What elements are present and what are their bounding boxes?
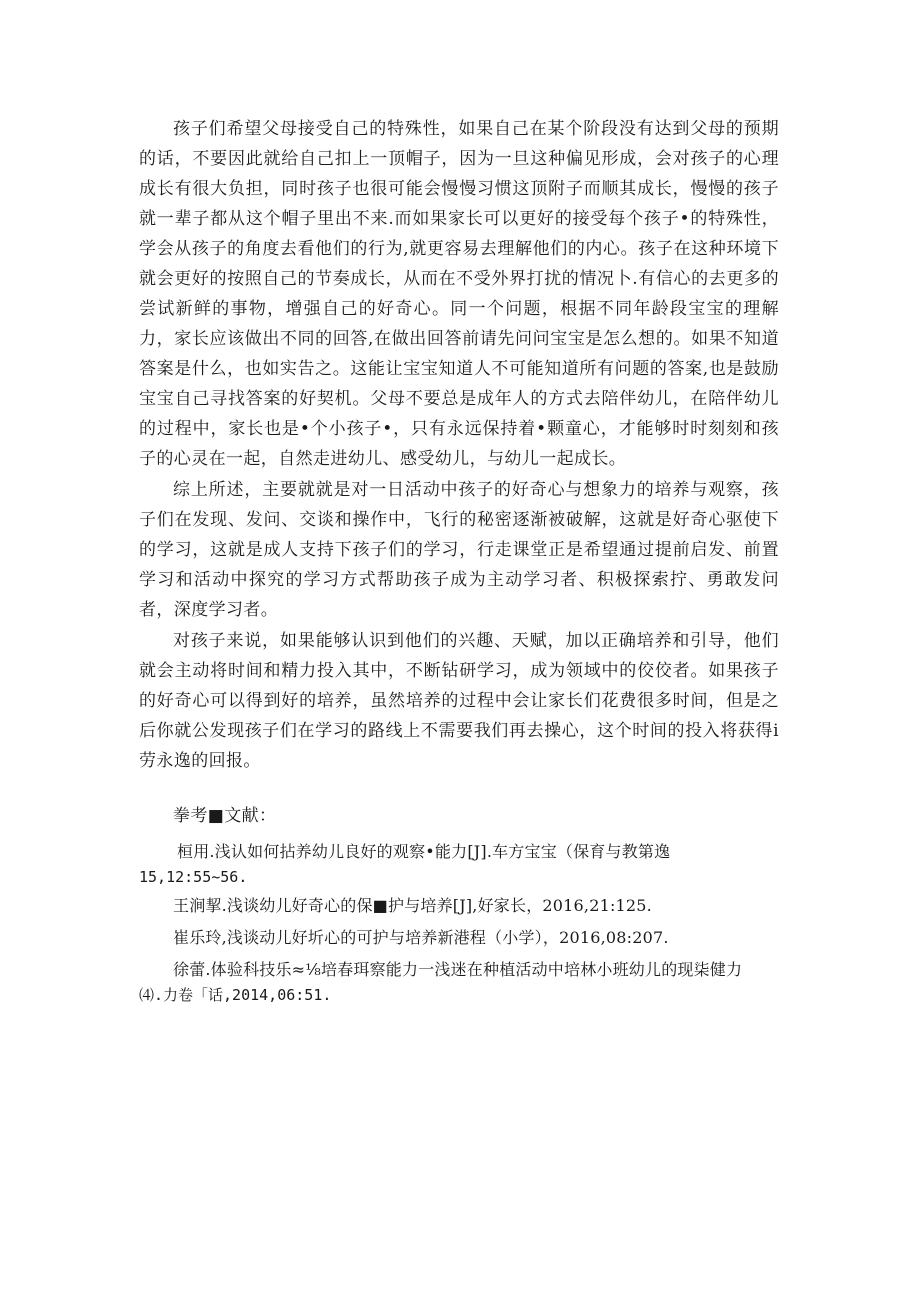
references-heading: 拳考■文献： (173, 806, 277, 826)
reference-text: 徐蕾.体验科技乐≈⅛培春珥察能力一浅迷在种植活动中培林小班幼儿的现柒健力 (173, 960, 743, 979)
reference-item (139, 892, 789, 920)
reference-text: 桓用.浅认如何拈养幼儿良好的观察•能力[J].车方宝宝（保育与教第逸 (177, 842, 671, 861)
reference-item (139, 956, 789, 1006)
body-text (139, 114, 779, 776)
reference-text: 王涧挈.浅谈幼儿好奇心的保■护与培养[J],好家长，2016,21:125. (173, 896, 652, 915)
paragraph-2: 综上所述，主要就就是对一日活动中孩子的好奇心与想象力的培养与观察，孩子们在发现、发问、交谈和操作中，飞行的秘密逐渐被破解，这就是好奇心驱使下的学习，这就是成人支持下孩子们的学习，行走课堂正是希望通过提前启发、前置学习和活动中探究的学习方式帮助孩子成为主动学习者、积极探索拧、勇敢发问者，深度学习者。 (139, 480, 779, 620)
reference-continuation: ⑷.力卷「话,2014,06:51. (139, 986, 332, 1004)
reference-item (139, 924, 789, 952)
references-list (139, 838, 789, 1010)
reference-item (139, 838, 789, 888)
reference-text: 崔乐玲,浅谈动儿好圻心的可护与培养新港程（小学），2016,08:207. (173, 928, 669, 947)
paragraph-3: 对孩子来说，如果能够认识到他们的兴趣、天赋，加以正确培养和引导，他们就会主动将时间和精力投入其中，不断钻研学习，成为领域中的佼佼者。如果孩子的好奇心可以得到好的培养，虽然培养的过程中会让家长们花费很多时间，但是之后你就公发现孩子们在学习的路线上不需要我们再去操心，这个时间的投入将获得i劳永逸的回报。 (139, 631, 779, 771)
reference-continuation: 15,12:55~56. (139, 868, 248, 886)
paragraph-1: 孩子们希望父母接受自己的特殊性，如果自己在某个阶段没有达到父母的预期的话，不要因此就给自己扣上一顶帽子，因为一旦这种偏见形成，会对孩子的心理成长有很大负担，同时孩子也很可能会慢慢习惯这顶附子而顺其成长，慢慢的孩子就一辈子都从这个帽子里出不来.而如果家长可以更好的接受每个孩子•的特殊性，学会从孩子的角度去看他们的行为,就更容易去理解他们的内心。孩子在这种环境下就会更好的按照自己的节奏成长，从而在不受外界打扰的情况卜.有信心的去更多的尝试新鲜的事物，增强自己的好奇心。同一个问题，根据不同年龄段宝宝的理解力，家长应该做出不同的回答,在做出回答前请先问问宝宝是怎么想的。如果不知道答案是什么，也如实告之。这能让宝宝知道人不可能知道所有问题的答案,也是鼓励宝宝自己寻找答案的好契机。父母不要总是成年人的方式去陪伴幼儿，在陪伴幼儿的过程中，家长也是•个小孩子•，只有永远保持着•颗童心，才能够时时刻刻和孩子的心灵在一起，自然走进幼儿、感受幼儿，与幼儿一起成长。 (139, 119, 779, 469)
